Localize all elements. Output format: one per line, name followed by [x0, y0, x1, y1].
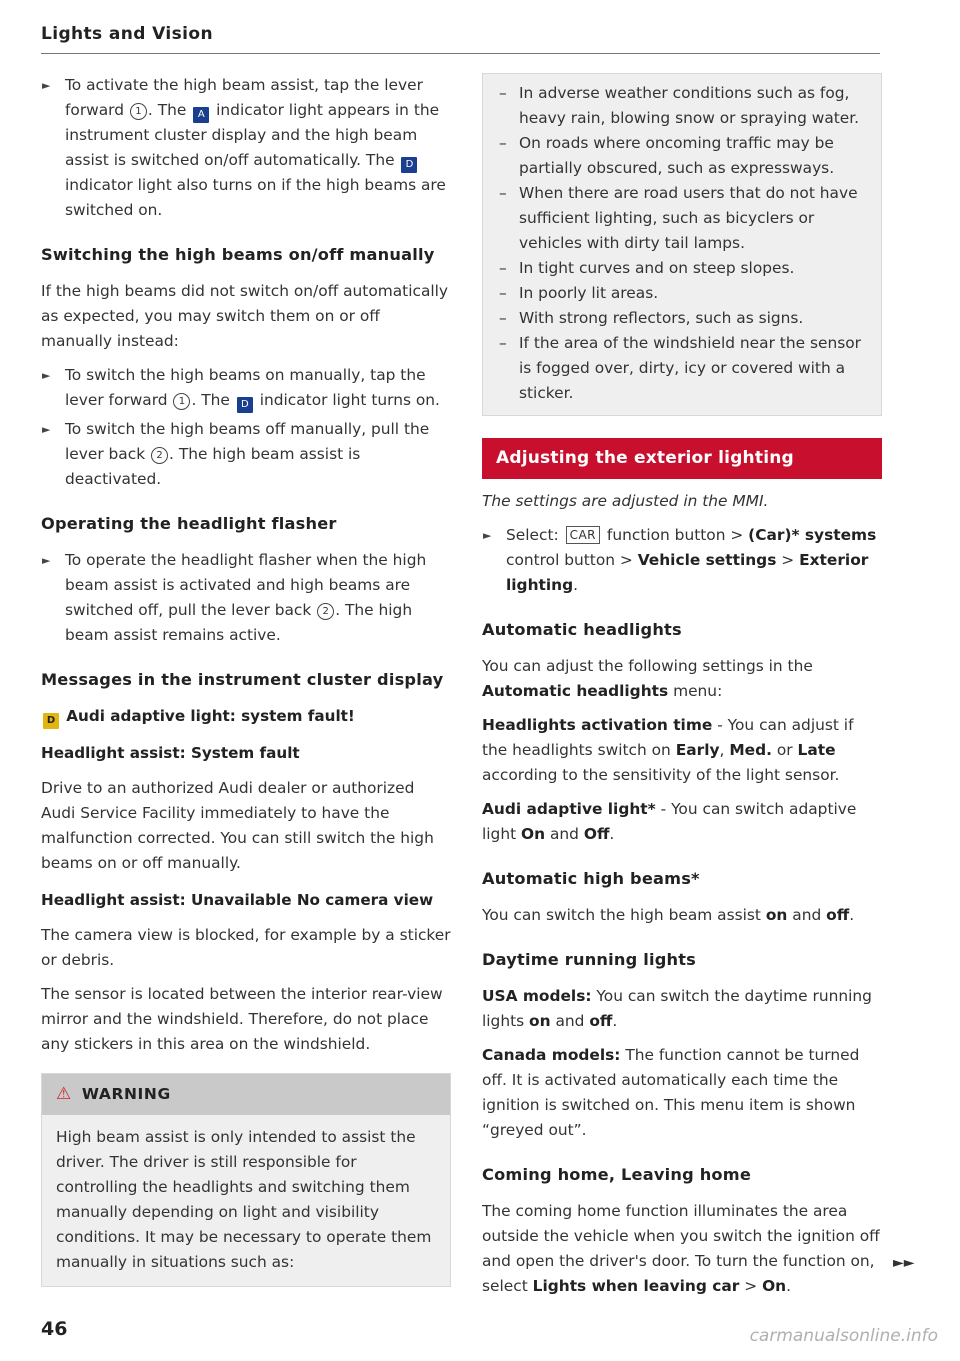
- message-adaptive-light-fault: D Audi adaptive light: system fault!: [41, 704, 451, 729]
- list-item: ► To switch the high beams off manually, pull the lever back 2 . The high beam assist is deactivated.: [41, 417, 451, 492]
- header-rule: [41, 53, 880, 54]
- continue-arrow-icon: ►►: [893, 1255, 915, 1271]
- list-item: – If the area of the windshield near the sensor is fogged over, dirty, icy or covered with a sticker.: [499, 334, 861, 402]
- section-banner: Adjusting the exterior lighting: [482, 438, 882, 479]
- heading-automatic-headlights: Automatic headlights: [482, 620, 682, 639]
- paragraph: If the high beams did not switch on/off automatically as expected, you may switch them on or off manually instead:: [41, 282, 449, 350]
- warning-header: [42, 1074, 450, 1115]
- heading-coming-home: Coming home, Leaving home: [482, 1165, 751, 1184]
- warning-continuation-box: [482, 73, 882, 416]
- paragraph: You can adjust the following settings in the Automatic headlights menu:: [482, 657, 813, 700]
- page-number: 46: [41, 1318, 68, 1340]
- car-function-button: CAR: [566, 526, 600, 544]
- callout-1-icon: 1: [173, 393, 190, 410]
- paragraph: The camera view is blocked, for example by a sticker or debris.: [41, 926, 451, 969]
- adaptive-light-fault-icon: D: [43, 713, 59, 729]
- warning-box: [41, 1073, 451, 1287]
- paragraph: The sensor is located between the interior rear-view mirror and the windshield. Therefore, do not place any stickers in this area on the windshield.: [41, 985, 443, 1053]
- warning-text: High beam assist is only intended to assist the driver. The driver is still responsible for controlling the headlights and switching them manually depending on light and visibility conditions. It may be necessary to operate them manually in situations such as:: [56, 1128, 432, 1271]
- high-beam-indicator-icon: D: [237, 397, 253, 413]
- heading-automatic-high-beams: Automatic high beams*: [482, 869, 700, 888]
- list-item: – With strong reflectors, such as signs.: [499, 309, 804, 327]
- bullet-arrow-icon: ►: [483, 529, 492, 542]
- bullet-arrow-icon: ►: [42, 554, 51, 567]
- paragraph: Headlights activation time - You can adjust if the headlights switch on Early, Med. or Late according to the sensitivity of the light sensor.: [482, 716, 854, 784]
- paragraph: Drive to an authorized Audi dealer or authorized Audi Service Facility immediately to have the malfunction corrected. You can still switch the high beams on or off manually.: [41, 779, 434, 872]
- heading-manual: Switching the high beams on/off manually: [41, 245, 435, 264]
- list-item: – In poorly lit areas.: [499, 284, 659, 302]
- heading-flasher: Operating the headlight flasher: [41, 514, 337, 533]
- message-headlight-assist-fault: Headlight assist: System fault: [41, 744, 300, 762]
- list-item: – When there are road users that do not have sufficient lighting, such as bicyclers or vehicles with dirty tail lamps.: [499, 184, 858, 252]
- list-item: ► To operate the headlight flasher when the high beam assist is activated and high beams are switched off, pull the lever back 2 . The high beam assist remains active.: [41, 548, 451, 648]
- high-beam-indicator-icon: D: [401, 157, 417, 173]
- list-item: – In tight curves and on steep slopes.: [499, 259, 795, 277]
- list-item: ► To activate the high beam assist, tap the lever forward 1 . The A indicator light appears in the instrument cluster display and the high beam assist is switched on/off automatically. The D indicator light also turns on if the high beams are switched on.: [41, 73, 451, 223]
- paragraph: You can switch the high beam assist on and off.: [482, 906, 855, 924]
- paragraph: USA models: You can switch the daytime running lights on and off.: [482, 987, 872, 1030]
- list-item: – On roads where oncoming traffic may be partially obscured, such as expressways.: [499, 134, 835, 177]
- list-item: – In adverse weather conditions such as fog, heavy rain, blowing snow or spraying water.: [499, 84, 860, 127]
- paragraph: The coming home function illuminates the area outside the vehicle when you switch the ignition off and open the driver's door. To turn the function on, select Lights when leaving car > On.: [482, 1202, 880, 1295]
- intro-italic: The settings are adjusted in the MMI.: [482, 492, 769, 510]
- warning-triangle-icon: ⚠: [56, 1084, 72, 1104]
- paragraph: Canada models: The function cannot be turned off. It is activated automatically each time the ignition is switched on. This menu item is shown “greyed out”.: [482, 1046, 860, 1139]
- callout-1-icon: 1: [130, 103, 147, 120]
- section-title: Lights and Vision: [41, 24, 213, 44]
- message-no-camera-view: Headlight assist: Unavailable No camera view: [41, 891, 434, 909]
- paragraph: Audi adaptive light* - You can switch adaptive light On and Off.: [482, 800, 857, 843]
- bullet-arrow-icon: ►: [42, 79, 51, 92]
- heading-messages: Messages in the instrument cluster display: [41, 670, 444, 689]
- watermark: carmanualsonline.info: [749, 1326, 938, 1346]
- bullet-arrow-icon: ►: [42, 423, 51, 436]
- list-item: ► To switch the high beams on manually, tap the lever forward 1 . The D indicator light turns on.: [41, 363, 451, 413]
- callout-2-icon: 2: [151, 447, 168, 464]
- warning-title: WARNING: [81, 1085, 171, 1103]
- callout-2-icon: 2: [317, 603, 334, 620]
- list-item: ► Select: CAR function button > (Car)* systems control button > Vehicle settings > Exterior lighting.: [482, 523, 882, 598]
- left-column: [41, 73, 451, 1287]
- high-beam-assist-indicator-icon: A: [193, 107, 209, 123]
- page-header: [41, 24, 880, 54]
- right-column: [482, 73, 882, 1308]
- bullet-arrow-icon: ►: [42, 369, 51, 382]
- heading-daytime-running-lights: Daytime running lights: [482, 950, 697, 969]
